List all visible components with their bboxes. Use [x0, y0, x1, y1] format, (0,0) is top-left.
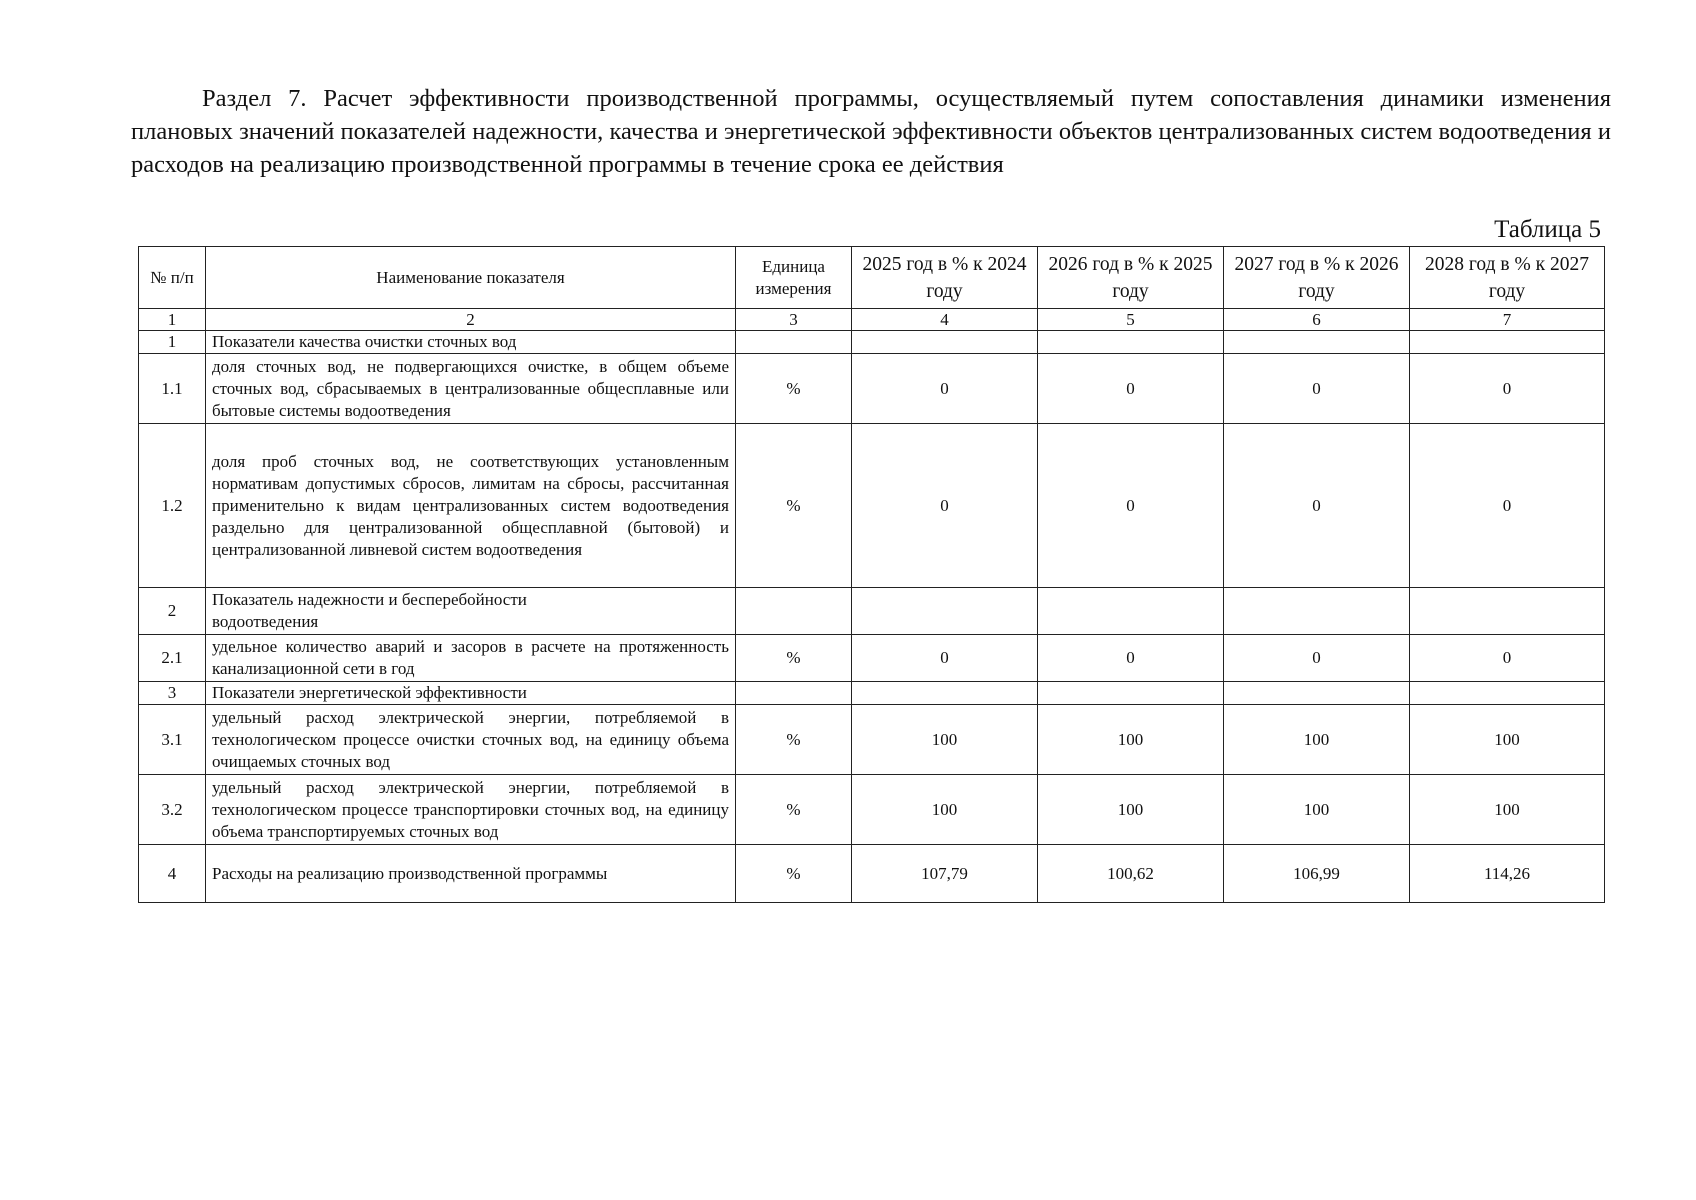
column-number: 7 [1410, 309, 1605, 331]
row-value-2027: 100 [1224, 775, 1410, 845]
row-name: Показатель надежности и бесперебойности водоотведения [206, 588, 736, 635]
header-num: № п/п [139, 247, 206, 309]
row-value-2026 [1038, 682, 1224, 705]
column-number: 3 [736, 309, 852, 331]
row-num: 3 [139, 682, 206, 705]
row-value-2026: 100 [1038, 705, 1224, 775]
row-unit: % [736, 635, 852, 682]
row-value-2025 [852, 331, 1038, 354]
row-value-2025: 0 [852, 635, 1038, 682]
row-unit [736, 588, 852, 635]
table-row [139, 588, 1605, 635]
row-name: удельное количество аварий и засоров в расчете на протяженность канализационной сети в год [206, 635, 736, 682]
table-row [139, 845, 1605, 903]
row-num: 4 [139, 845, 206, 903]
row-value-2028: 114,26 [1410, 845, 1605, 903]
row-value-2027: 100 [1224, 705, 1410, 775]
row-name: Показатели энергетической эффективности [206, 682, 736, 705]
column-number: 4 [852, 309, 1038, 331]
row-value-2027: 106,99 [1224, 845, 1410, 903]
column-number-row [139, 309, 1605, 331]
row-value-2025: 0 [852, 424, 1038, 588]
row-value-2028: 0 [1410, 635, 1605, 682]
table-row [139, 775, 1605, 845]
table-header-row [139, 247, 1605, 309]
header-2027: 2027 год в % к 2026 году [1224, 247, 1410, 309]
table-row [139, 682, 1605, 705]
row-unit: % [736, 775, 852, 845]
row-value-2026: 100,62 [1038, 845, 1224, 903]
row-name: удельный расход электрической энергии, потребляемой в технологическом процессе очистки сточных вод, на единицу объема очищаемых сточных вод [206, 705, 736, 775]
row-unit [736, 682, 852, 705]
row-value-2027 [1224, 682, 1410, 705]
table-row [139, 354, 1605, 424]
column-number: 2 [206, 309, 736, 331]
row-value-2026: 100 [1038, 775, 1224, 845]
header-2028: 2028 год в % к 2027 году [1410, 247, 1605, 309]
table-row [139, 331, 1605, 354]
header-2026: 2026 год в % к 2025 году [1038, 247, 1224, 309]
row-unit: % [736, 845, 852, 903]
row-value-2027: 0 [1224, 424, 1410, 588]
row-num: 1.2 [139, 424, 206, 588]
row-value-2026 [1038, 331, 1224, 354]
row-value-2025 [852, 588, 1038, 635]
table-row [139, 635, 1605, 682]
efficiency-table [138, 246, 1605, 903]
row-value-2028 [1410, 682, 1605, 705]
row-unit: % [736, 424, 852, 588]
table-row [139, 705, 1605, 775]
column-number: 6 [1224, 309, 1410, 331]
row-num: 2 [139, 588, 206, 635]
row-value-2026 [1038, 588, 1224, 635]
header-2025: 2025 год в % к 2024 году [852, 247, 1038, 309]
table-row [139, 424, 1605, 588]
row-name: Показатели качества очистки сточных вод [206, 331, 736, 354]
row-value-2026: 0 [1038, 424, 1224, 588]
row-num: 3.1 [139, 705, 206, 775]
row-num: 1.1 [139, 354, 206, 424]
row-unit: % [736, 354, 852, 424]
row-value-2027 [1224, 331, 1410, 354]
header-unit: Единица измерения [736, 247, 852, 309]
row-value-2027: 0 [1224, 635, 1410, 682]
row-value-2028: 0 [1410, 424, 1605, 588]
row-value-2025: 100 [852, 775, 1038, 845]
table-caption: Таблица 5 [1494, 216, 1601, 243]
column-number: 1 [139, 309, 206, 331]
row-num: 1 [139, 331, 206, 354]
header-name: Наименование показателя [206, 247, 736, 309]
row-value-2027: 0 [1224, 354, 1410, 424]
row-name: удельный расход электрической энергии, потребляемой в технологическом процессе транспортировки сточных вод, на единицу объема транспортируемых сточных вод [206, 775, 736, 845]
row-value-2028 [1410, 588, 1605, 635]
column-number: 5 [1038, 309, 1224, 331]
row-value-2025: 0 [852, 354, 1038, 424]
row-name: доля сточных вод, не подвергающихся очистке, в общем объеме сточных вод, сбрасываемых в централизованные общесплавные или бытовые системы водоотведения [206, 354, 736, 424]
row-value-2025: 107,79 [852, 845, 1038, 903]
row-value-2027 [1224, 588, 1410, 635]
row-value-2028 [1410, 331, 1605, 354]
row-num: 2.1 [139, 635, 206, 682]
row-value-2025: 100 [852, 705, 1038, 775]
row-value-2028: 100 [1410, 775, 1605, 845]
row-name: доля проб сточных вод, не соответствующих установленным нормативам допустимых сбросов, лимитам на сбросы, рассчитанная применительно к видам централизованных систем водоотведения раздельно для централизованной общесплавной (бытовой) и централизованной ливневой систем водоотведения [206, 424, 736, 588]
row-value-2028: 0 [1410, 354, 1605, 424]
row-value-2026: 0 [1038, 354, 1224, 424]
row-value-2026: 0 [1038, 635, 1224, 682]
row-num: 3.2 [139, 775, 206, 845]
row-value-2025 [852, 682, 1038, 705]
row-unit [736, 331, 852, 354]
section-heading: Раздел 7. Расчет эффективности производственной программы, осуществляемый путем сопоставления динамики изменения плановых значений показателей надежности, качества и энергетической эффективности объектов централизованных систем водоотведения и расходов на реализацию производственной программы в течение срока ее действия [131, 85, 1611, 178]
row-name: Расходы на реализацию производственной программы [206, 845, 736, 903]
row-value-2028: 100 [1410, 705, 1605, 775]
row-unit: % [736, 705, 852, 775]
